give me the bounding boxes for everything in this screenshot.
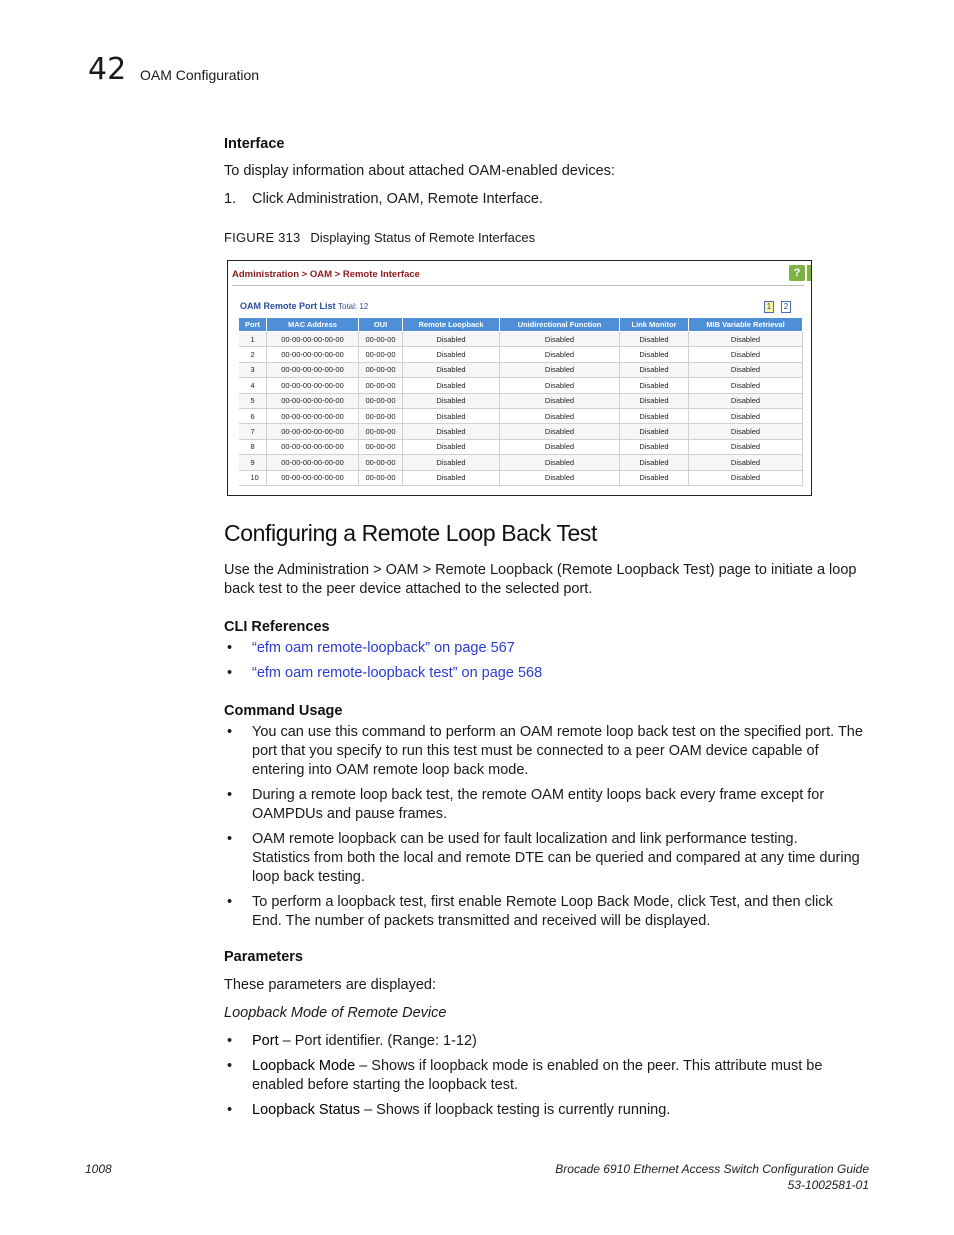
figure-label: FIGURE 313 xyxy=(224,230,301,245)
table-row xyxy=(239,408,803,423)
params-list xyxy=(224,1032,884,1120)
table-cell: Disabled xyxy=(403,439,500,454)
table-cell: 3 xyxy=(239,362,267,377)
table-row xyxy=(239,455,803,470)
column-header: OUI xyxy=(359,318,403,332)
list-item xyxy=(224,786,884,824)
page-2-link[interactable]: 2 xyxy=(781,301,791,313)
table-cell: Disabled xyxy=(689,378,803,393)
column-header: MIB Variable Retrieval xyxy=(689,318,803,332)
table-cell: Disabled xyxy=(620,347,689,362)
table-cell: Disabled xyxy=(620,455,689,470)
figure-caption xyxy=(224,230,535,245)
param-term: Loopback Status xyxy=(252,1102,361,1118)
table-cell: Disabled xyxy=(620,439,689,454)
table-cell: Disabled xyxy=(403,332,500,347)
guide-title: Brocade 6910 Ethernet Access Switch Configuration Guide xyxy=(555,1162,869,1176)
table-cell: 6 xyxy=(239,408,267,423)
divider xyxy=(232,285,804,286)
column-header: Link Monitor xyxy=(620,318,689,332)
table-cell: Disabled xyxy=(500,393,620,408)
usage-line: To perform a loopback test, first enable Remote Loop Back Mode, click Test, and then click xyxy=(252,894,833,910)
step-number: 1. xyxy=(224,191,237,207)
table-cell: 00-00-00 xyxy=(359,362,403,377)
param-term: Loopback Mode xyxy=(252,1058,356,1074)
table-cell: Disabled xyxy=(689,393,803,408)
params-subheading: Loopback Mode of Remote Device xyxy=(224,1005,447,1021)
table-cell: 00-00-00-00-00-00 xyxy=(267,439,359,454)
section-title: Configuring a Remote Loop Back Test xyxy=(224,520,597,546)
param-term: Port xyxy=(252,1033,279,1049)
table-cell: Disabled xyxy=(620,378,689,393)
table-cell: 00-00-00 xyxy=(359,470,403,485)
table-cell: Disabled xyxy=(620,424,689,439)
list-total: Total: 12 xyxy=(338,302,369,311)
table-cell: Disabled xyxy=(689,362,803,377)
chapter-number: 42 xyxy=(88,52,127,87)
bullet-icon: • xyxy=(227,831,233,847)
table-cell: 2 xyxy=(239,347,267,362)
column-header: Port xyxy=(239,318,267,332)
table-body xyxy=(239,332,803,486)
table-cell: Disabled xyxy=(500,455,620,470)
table-cell: Disabled xyxy=(689,408,803,423)
doc-id: 53-1002581-01 xyxy=(787,1178,869,1192)
table-cell: Disabled xyxy=(500,439,620,454)
table-row xyxy=(239,393,803,408)
param-desc: enabled before starting the loopback test. xyxy=(252,1077,519,1093)
table-cell: 00-00-00 xyxy=(359,332,403,347)
list-item xyxy=(224,639,874,658)
usage-line: You can use this command to perform an OAM remote loop back test on the specified port. The xyxy=(252,724,863,740)
table-cell: 00-00-00 xyxy=(359,424,403,439)
cli-list xyxy=(224,639,874,683)
table-row xyxy=(239,378,803,393)
table-cell: 00-00-00-00-00-00 xyxy=(267,470,359,485)
table-cell: 00-00-00 xyxy=(359,393,403,408)
table-cell: 5 xyxy=(239,393,267,408)
table-cell: 00-00-00-00-00-00 xyxy=(267,347,359,362)
cli-link[interactable]: “efm oam remote-loopback” on page 567 xyxy=(252,640,515,656)
table-cell: Disabled xyxy=(500,424,620,439)
list-item xyxy=(224,1101,884,1120)
table-cell: 8 xyxy=(239,439,267,454)
param-desc: – Shows if loopback mode is enabled on the peer. This attribute must be xyxy=(359,1058,823,1074)
chapter-title: OAM Configuration xyxy=(140,67,260,83)
list-item xyxy=(224,830,884,887)
table-cell: Disabled xyxy=(620,332,689,347)
usage-line: Statistics from both the local and remote DTE can be queried and compared at any time during xyxy=(252,850,860,866)
table-cell: Disabled xyxy=(689,470,803,485)
bullet-icon: • xyxy=(227,1033,233,1049)
usage-line: OAM remote loopback can be used for fault localization and link performance testing. xyxy=(252,831,798,847)
table-cell: Disabled xyxy=(689,332,803,347)
table-cell: Disabled xyxy=(403,347,500,362)
params-intro: These parameters are displayed: xyxy=(224,977,436,993)
table-cell: Disabled xyxy=(403,408,500,423)
help-icon[interactable]: ? xyxy=(789,265,805,281)
table-cell: 00-00-00 xyxy=(359,408,403,423)
section-intro xyxy=(224,561,874,599)
table-row xyxy=(239,332,803,347)
breadcrumb: Administration > OAM > Remote Interface xyxy=(232,269,420,280)
table-cell: Disabled xyxy=(403,455,500,470)
table-cell: 00-00-00 xyxy=(359,378,403,393)
remote-interface-screenshot xyxy=(227,260,812,496)
params-heading: Parameters xyxy=(224,949,303,965)
list-title: OAM Remote Port List xyxy=(240,301,336,311)
table-cell: Disabled xyxy=(403,470,500,485)
table-cell: 00-00-00-00-00-00 xyxy=(267,362,359,377)
bullet-icon: • xyxy=(227,665,233,681)
table-cell: 00-00-00-00-00-00 xyxy=(267,455,359,470)
page-1-link[interactable]: 1 xyxy=(764,301,774,313)
table-cell: 00-00-00 xyxy=(359,439,403,454)
table-cell: Disabled xyxy=(500,378,620,393)
table-row xyxy=(239,439,803,454)
bullet-icon: • xyxy=(227,724,233,740)
usage-line: End. The number of packets transmitted and received will be displayed. xyxy=(252,913,711,929)
table-cell: 4 xyxy=(239,378,267,393)
table-row xyxy=(239,347,803,362)
bullet-icon: • xyxy=(227,894,233,910)
table-row xyxy=(239,362,803,377)
param-desc: – Port identifier. (Range: 1-12) xyxy=(282,1033,477,1049)
list-item xyxy=(224,1032,884,1051)
table-cell: Disabled xyxy=(689,347,803,362)
usage-line: OAMPDUs and pause frames. xyxy=(252,806,448,822)
column-header: Remote Loopback xyxy=(403,318,500,332)
table-cell: 1 xyxy=(239,332,267,347)
table-cell: Disabled xyxy=(403,393,500,408)
table-row xyxy=(239,424,803,439)
table-cell: Disabled xyxy=(620,362,689,377)
column-header: Unidirectional Function xyxy=(500,318,620,332)
table-cell: 00-00-00 xyxy=(359,347,403,362)
figure-title: Displaying Status of Remote Interfaces xyxy=(310,230,536,245)
table-cell: Disabled xyxy=(689,424,803,439)
table-cell: 00-00-00 xyxy=(359,455,403,470)
table-cell: Disabled xyxy=(620,408,689,423)
bullet-icon: • xyxy=(227,1058,233,1074)
table-cell: Disabled xyxy=(403,424,500,439)
table-cell: 9 xyxy=(239,455,267,470)
column-header: MAC Address xyxy=(267,318,359,332)
table-cell: 00-00-00-00-00-00 xyxy=(267,378,359,393)
bullet-icon: • xyxy=(227,640,233,656)
table-cell: 00-00-00-00-00-00 xyxy=(267,424,359,439)
usage-line: entering into OAM remote loop back mode. xyxy=(252,762,529,778)
usage-line: During a remote loop back test, the remote OAM entity loops back every frame except for xyxy=(252,787,825,803)
usage-list xyxy=(224,723,884,931)
usage-line: loop back testing. xyxy=(252,869,365,885)
usage-line: port that you specify to run this test must be connected to a peer OAM device capable of xyxy=(252,743,819,759)
table-cell: 10 xyxy=(239,470,267,485)
table-cell: Disabled xyxy=(620,470,689,485)
intro-line-1: Use the Administration > OAM > Remote Loopback (Remote Loopback Test) page to initiate a loop xyxy=(224,562,857,578)
table-row xyxy=(239,470,803,485)
interface-intro: To display information about attached OAM-enabled devices: xyxy=(224,163,615,179)
table-cell: Disabled xyxy=(689,455,803,470)
table-header xyxy=(239,318,803,332)
table-cell: Disabled xyxy=(500,408,620,423)
panel-edge-icon xyxy=(807,265,811,281)
list-item xyxy=(224,664,874,683)
cli-heading: CLI References xyxy=(224,619,330,635)
cli-link[interactable]: “efm oam remote-loopback test” on page 568 xyxy=(252,665,543,681)
remote-port-table xyxy=(238,317,803,486)
table-cell: Disabled xyxy=(500,362,620,377)
page-number: 1008 xyxy=(85,1162,112,1176)
table-cell: Disabled xyxy=(500,470,620,485)
table-cell: Disabled xyxy=(689,439,803,454)
table-cell: Disabled xyxy=(500,332,620,347)
interface-heading: Interface xyxy=(224,136,285,152)
list-item xyxy=(224,723,884,780)
bullet-icon: • xyxy=(227,787,233,803)
table-cell: Disabled xyxy=(500,347,620,362)
usage-heading: Command Usage xyxy=(224,703,343,719)
param-desc: – Shows if loopback testing is currently running. xyxy=(364,1102,671,1118)
table-cell: Disabled xyxy=(620,393,689,408)
table-cell: 00-00-00-00-00-00 xyxy=(267,332,359,347)
step-text: Click Administration, OAM, Remote Interface. xyxy=(252,191,543,207)
list-item xyxy=(224,893,884,931)
list-item xyxy=(224,1057,884,1095)
table-cell: Disabled xyxy=(403,362,500,377)
intro-line-2: back test to the peer device attached to the selected port. xyxy=(224,581,593,597)
bullet-icon: • xyxy=(227,1102,233,1118)
table-cell: Disabled xyxy=(403,378,500,393)
table-cell: 00-00-00-00-00-00 xyxy=(267,393,359,408)
table-cell: 00-00-00-00-00-00 xyxy=(267,408,359,423)
table-cell: 7 xyxy=(239,424,267,439)
